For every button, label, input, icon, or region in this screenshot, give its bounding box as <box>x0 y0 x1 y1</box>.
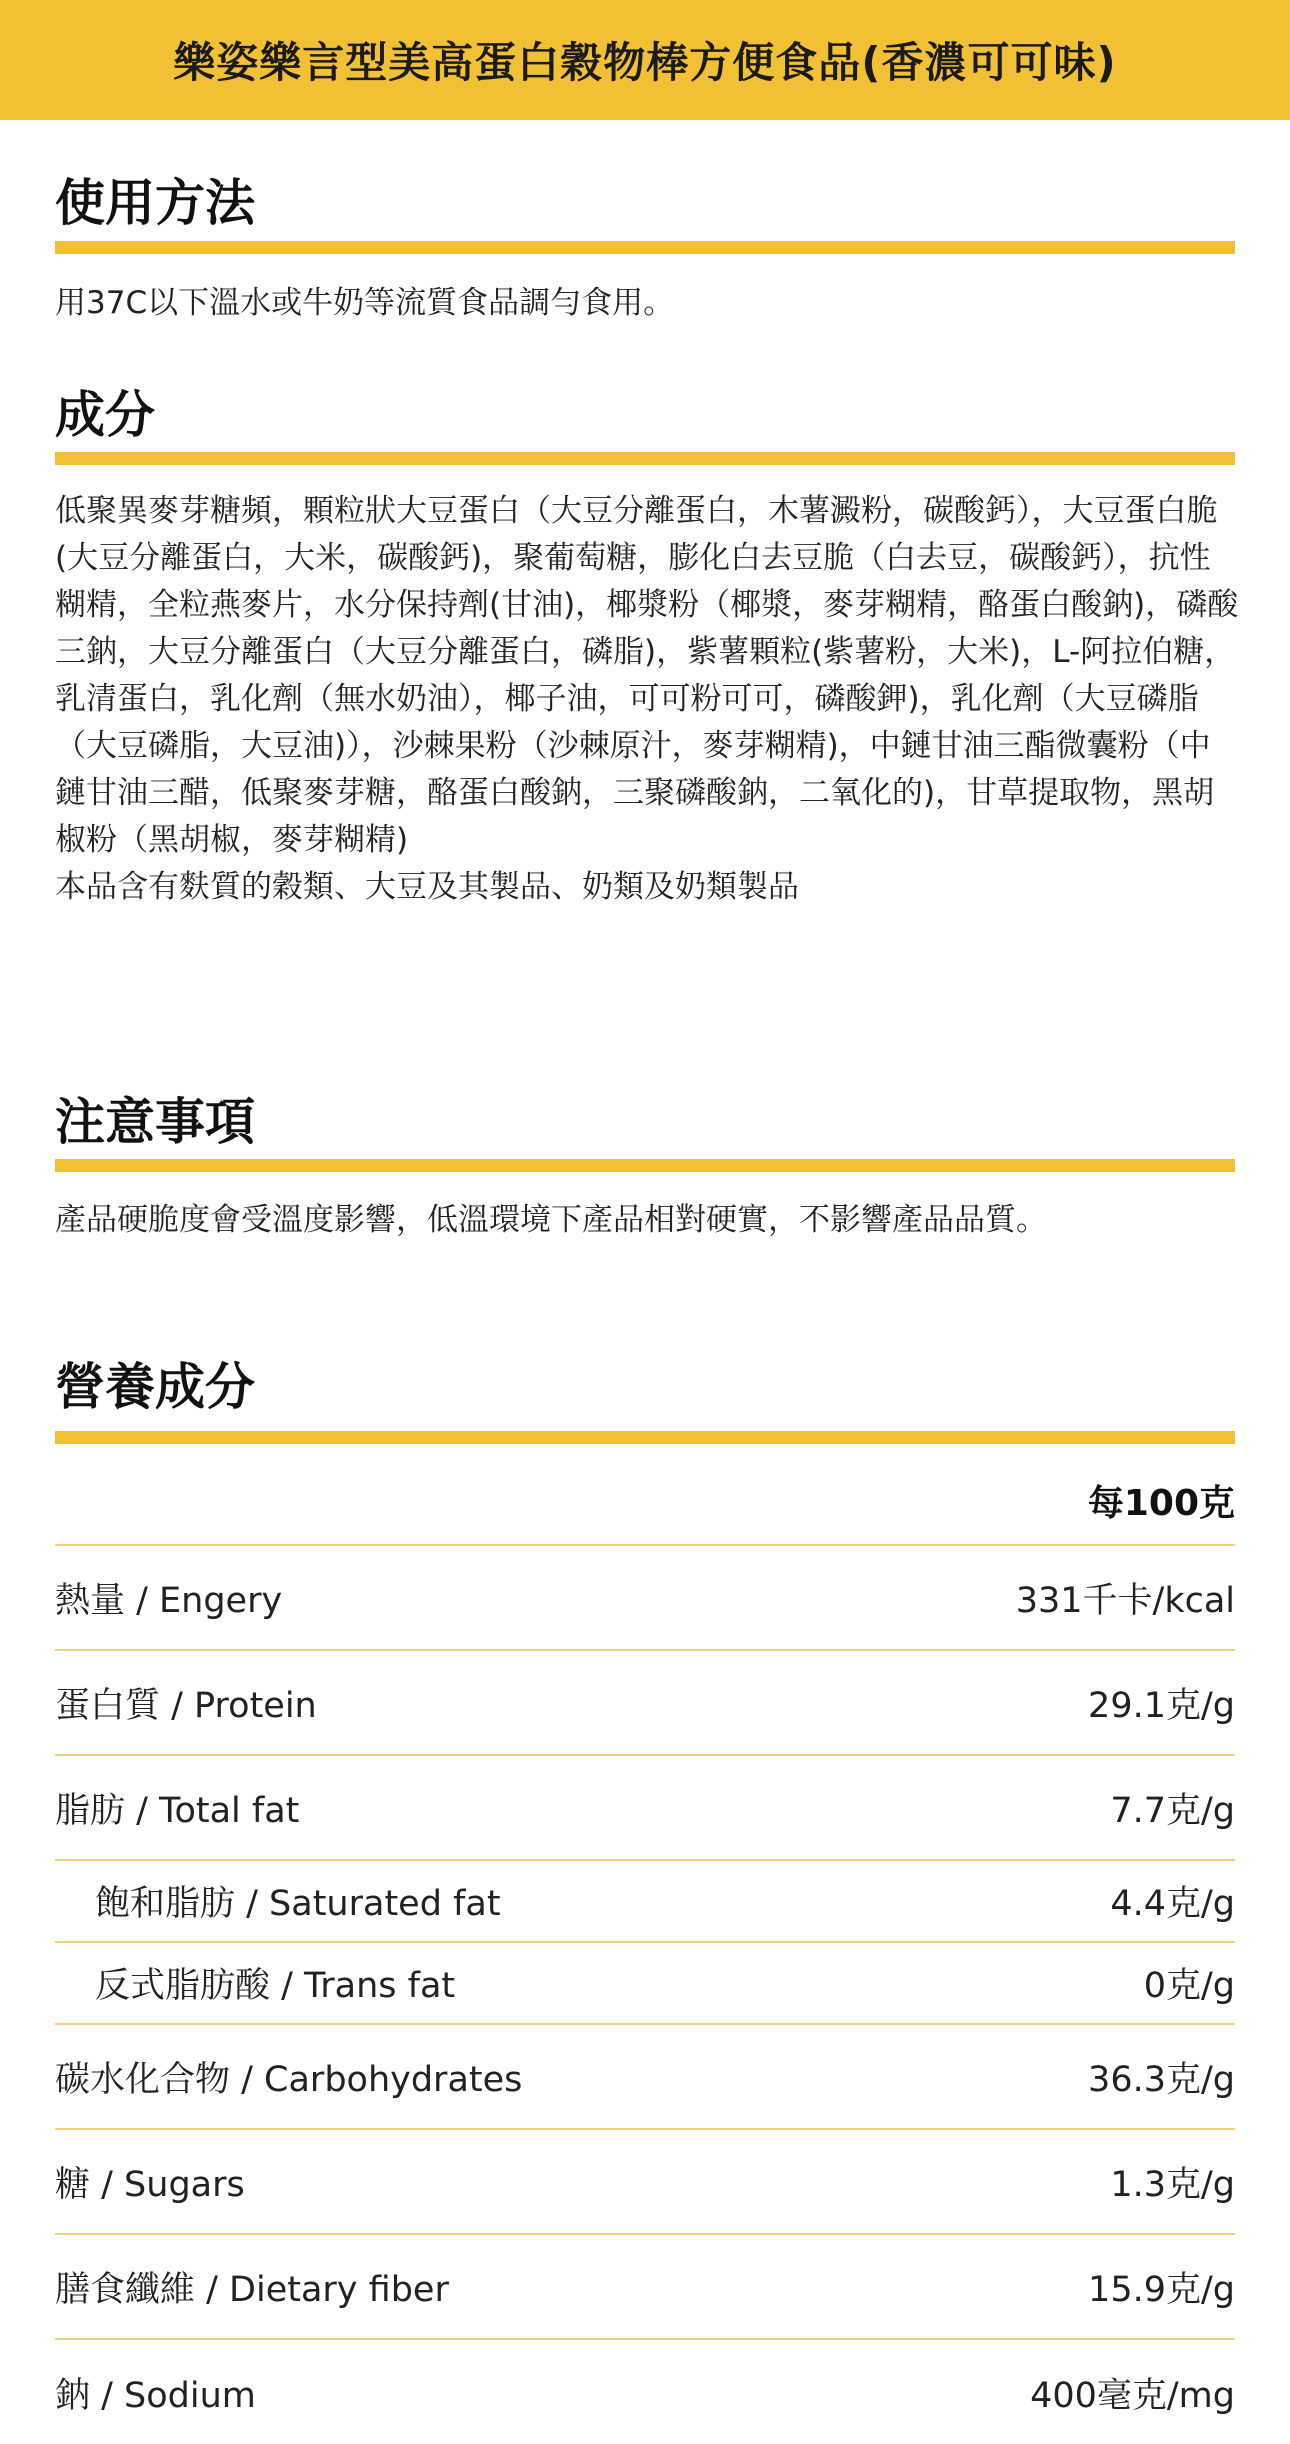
notes-text: 產品硬脆度會受溫度影響，低溫環境下產品相對硬實，不影響產品品質。 <box>55 1202 1047 1238</box>
nutrition-row-protein <box>55 1651 1235 1756</box>
nutrition-label: 脂肪 / Total fat <box>55 1790 300 1831</box>
ingredients-heading: 成分 <box>55 386 155 444</box>
nutrition-value: 29.1克/g <box>1088 1685 1235 1726</box>
nutrition-label: 反式脂肪酸 / Trans fat <box>95 1966 456 2006</box>
nutrition-value: 400毫克/mg <box>1030 2375 1235 2416</box>
nutrition-value: 4.4克/g <box>1110 1884 1235 1924</box>
nutrition-value: 1.3克/g <box>1110 2164 1235 2205</box>
nutrition-column-header: 每100克 <box>55 1457 1235 1546</box>
nutrition-label: 飽和脂肪 / Saturated fat <box>95 1884 501 1924</box>
ingredients-divider <box>55 452 1235 465</box>
nutrition-label: 熱量 / Engery <box>55 1580 283 1621</box>
nutrition-heading: 營養成分 <box>55 1358 255 1416</box>
nutrition-divider <box>55 1431 1235 1444</box>
notes-divider <box>55 1159 1235 1172</box>
nutrition-row-total-fat <box>55 1756 1235 1861</box>
nutrition-label: 膳食纖維 / Dietary fiber <box>55 2269 449 2310</box>
nutrition-row-sugars <box>55 2130 1235 2235</box>
nutrition-label: 蛋白質 / Protein <box>55 1685 317 1726</box>
nutrition-value: 7.7克/g <box>1110 1790 1235 1831</box>
nutrition-value: 15.9克/g <box>1088 2269 1235 2310</box>
nutrition-row-sodium <box>55 2340 1235 2444</box>
nutrition-row-energy <box>55 1546 1235 1651</box>
nutrition-row-trans-fat <box>55 1943 1235 2025</box>
nutrition-value: 0克/g <box>1143 1966 1235 2006</box>
nutrition-row-dietary-fiber <box>55 2235 1235 2340</box>
product-title: 樂姿樂言型美高蛋白穀物棒方便食品(香濃可可味) <box>173 38 1117 87</box>
nutrition-label: 碳水化合物 / Carbohydrates <box>55 2059 523 2100</box>
nutrition-row-carbohydrates <box>55 2025 1235 2130</box>
ingredients-block <box>55 488 1240 911</box>
ingredients-text: 低聚異麥芽糖頻，顆粒狀大豆蛋白（大豆分離蛋白，木薯澱粉，碳酸鈣），大豆蛋白脆(大豆分離蛋白，大米，碳酸鈣)，聚葡萄糖，膨化白去豆脆（白去豆，碳酸鈣），抗性糊精，全粒燕麥片，水分保持劑(甘油)，椰漿粉（椰漿，麥芽糊精，酪蛋白酸鈉)，磷酸三鈉，大豆分離蛋白（大豆分離蛋白，磷脂)，紫薯顆粒(紫薯粉，大米)，L-阿拉伯糖，乳清蛋白，乳化劑（無水奶油），椰子油，可可粉可可，磷酸鉀)，乳化劑（大豆磷脂（大豆磷脂，大豆油)），沙棘果粉（沙棘原汁，麥芽糊精)，中鏈甘油三酯微囊粉（中鏈甘油三醋，低聚麥芽糖，酪蛋白酸鈉，三聚磷酸鈉，二氧化的)，甘草提取物，黑胡椒粉（黑胡椒，麥芽糊精) <box>55 493 1239 858</box>
nutrition-row-saturated-fat <box>55 1861 1235 1943</box>
nutrition-value: 36.3克/g <box>1088 2059 1235 2100</box>
nutrition-value: 331千卡/kcal <box>1015 1580 1235 1621</box>
usage-heading: 使用方法 <box>55 174 255 232</box>
notes-heading: 注意事項 <box>55 1093 255 1151</box>
usage-text: 用37C以下溫水或牛奶等流質食品調勻食用。 <box>55 285 675 321</box>
title-banner <box>0 0 1290 120</box>
allergen-text: 本品含有麩質的穀類、大豆及其製品、奶類及奶類製品 <box>55 869 799 905</box>
nutrition-label: 糖 / Sugars <box>55 2164 245 2205</box>
nutrition-label: 鈉 / Sodium <box>55 2375 256 2416</box>
nutrition-table <box>55 1457 1235 2444</box>
usage-divider <box>55 241 1235 254</box>
